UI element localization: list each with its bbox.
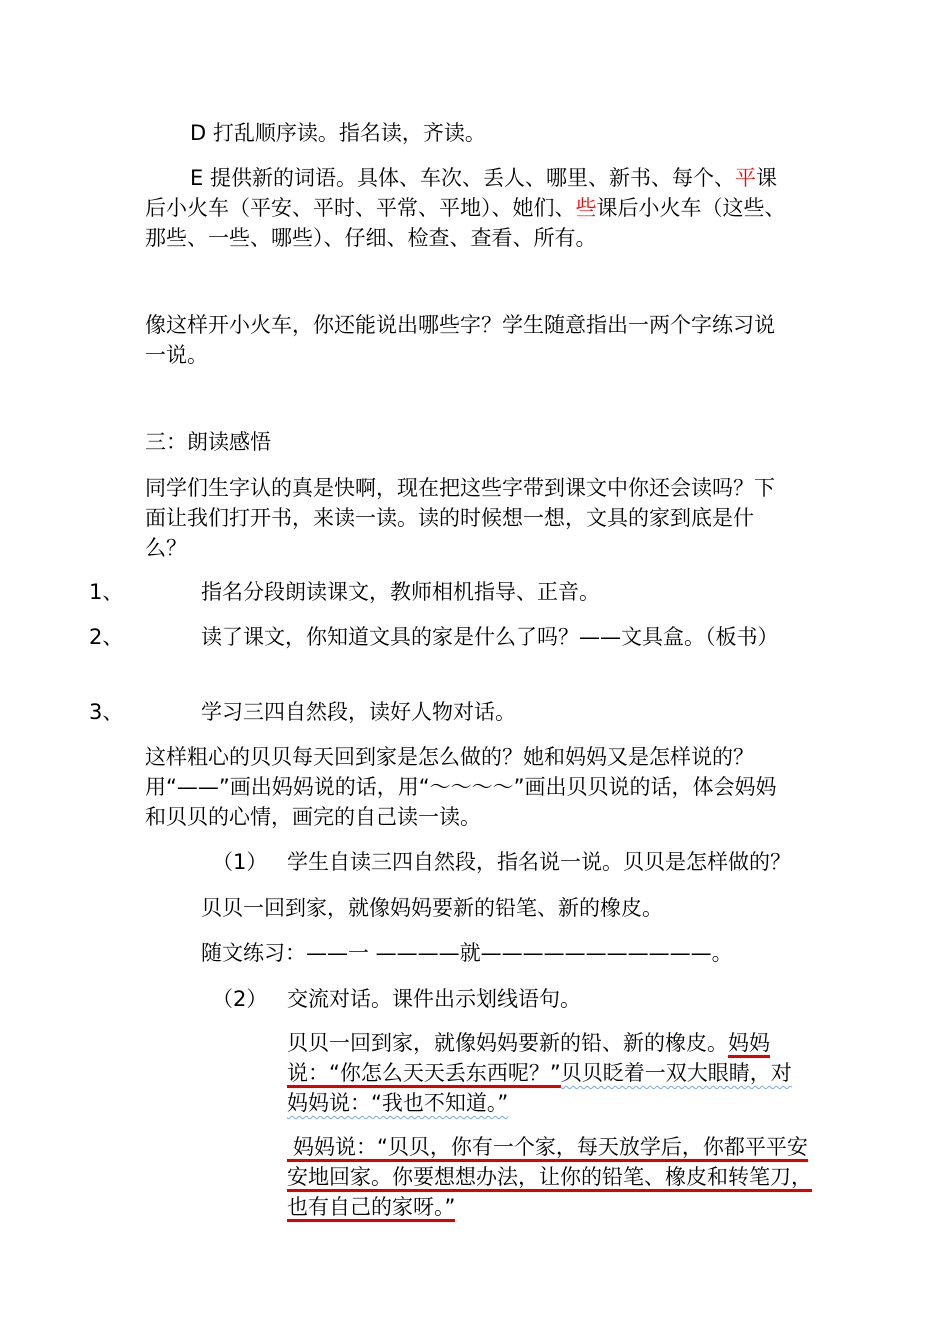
- mom-speech-underlined: 妈妈说：“你怎么天天丢东西呢？”: [287, 1031, 770, 1088]
- step-text: 读了课文，你知道文具的家是什么了吗？——文具盒。（板书）: [201, 625, 779, 649]
- sub-step-2: [212, 984, 812, 1014]
- mom-speech-underlined: 妈妈说：“贝贝，你有一个家，每天放学后，你都平平安安地回家。你要想想办法，让你的铅笔、橡皮和转笔刀，也有自己的家呀。”: [287, 1135, 812, 1222]
- step-number: 1、: [89, 580, 124, 604]
- step-text: 指名分段朗读课文，教师相机指导、正音。: [201, 580, 600, 604]
- beibei-speech-wavy: 贝贝眨着一双大眼睛，对妈妈说：“我也不知道。”: [287, 1061, 792, 1115]
- train-prompt: 像这样开小火车，你还能说出哪些字？学生随意指出一两个字练习说一说。: [145, 313, 775, 367]
- section3-title: 三：朗读感悟: [145, 430, 271, 454]
- step-number: 2、: [89, 625, 124, 649]
- section-d: D 打乱顺序读。指名读，齐读。: [190, 121, 486, 145]
- instruction-paragraph: 这样粗心的贝贝每天回到家是怎么做的？她和妈妈又是怎样说的？用“——”画出妈妈说的话，用“～～～～”画出贝贝说的话，体会妈妈和贝贝的心情，画完的自己读一读。: [145, 745, 777, 829]
- sub-step-1-answer: 贝贝一回到家，就像妈妈要新的铅笔、新的橡皮。: [201, 896, 663, 920]
- highlight-xie: 些: [575, 196, 597, 220]
- step-3: [89, 697, 851, 727]
- sub-step-number: （2）: [212, 987, 268, 1011]
- section-e: [145, 163, 795, 253]
- sub-step-text: 交流对话。课件出示划线语句。: [287, 987, 581, 1011]
- section-e-text-a: E 提供新的词语。具体、车次、丢人、哪里、新书、每个、: [190, 166, 735, 190]
- passage-paragraph-2: [287, 1132, 812, 1222]
- step-1: [89, 577, 851, 607]
- practice-exercise: 随文练习：——一 ————就———————————。: [201, 941, 733, 965]
- sub-step-1: [212, 847, 832, 877]
- step-2: [89, 622, 851, 652]
- highlight-ping: 平: [734, 166, 756, 190]
- intro-paragraph: 同学们生字认的真是快啊，现在把这些字带到课文中你还会读吗？下面让我们打开书，来读一读。读的时候想一想，文具的家到底是什么？: [145, 476, 775, 560]
- passage-narration: 贝贝一回到家，就像妈妈要新的铅、新的橡皮。: [287, 1031, 728, 1055]
- step-text: 学习三四自然段，读好人物对话。: [201, 700, 516, 724]
- section-e-text-c: 课后小火车（平安、平时、平常、平地）、她们、: [145, 166, 777, 220]
- step-number: 3、: [89, 700, 124, 724]
- passage-paragraph-1: [287, 1028, 812, 1118]
- section-e-text-e: 课后小火车（这些、那些、一些、哪些）、仔细、检查、查看、所有。: [145, 196, 786, 250]
- sub-step-number: （1）: [212, 850, 268, 874]
- sub-step-text: 学生自读三四自然段，指名说一说。贝贝是怎样做的？: [287, 850, 791, 874]
